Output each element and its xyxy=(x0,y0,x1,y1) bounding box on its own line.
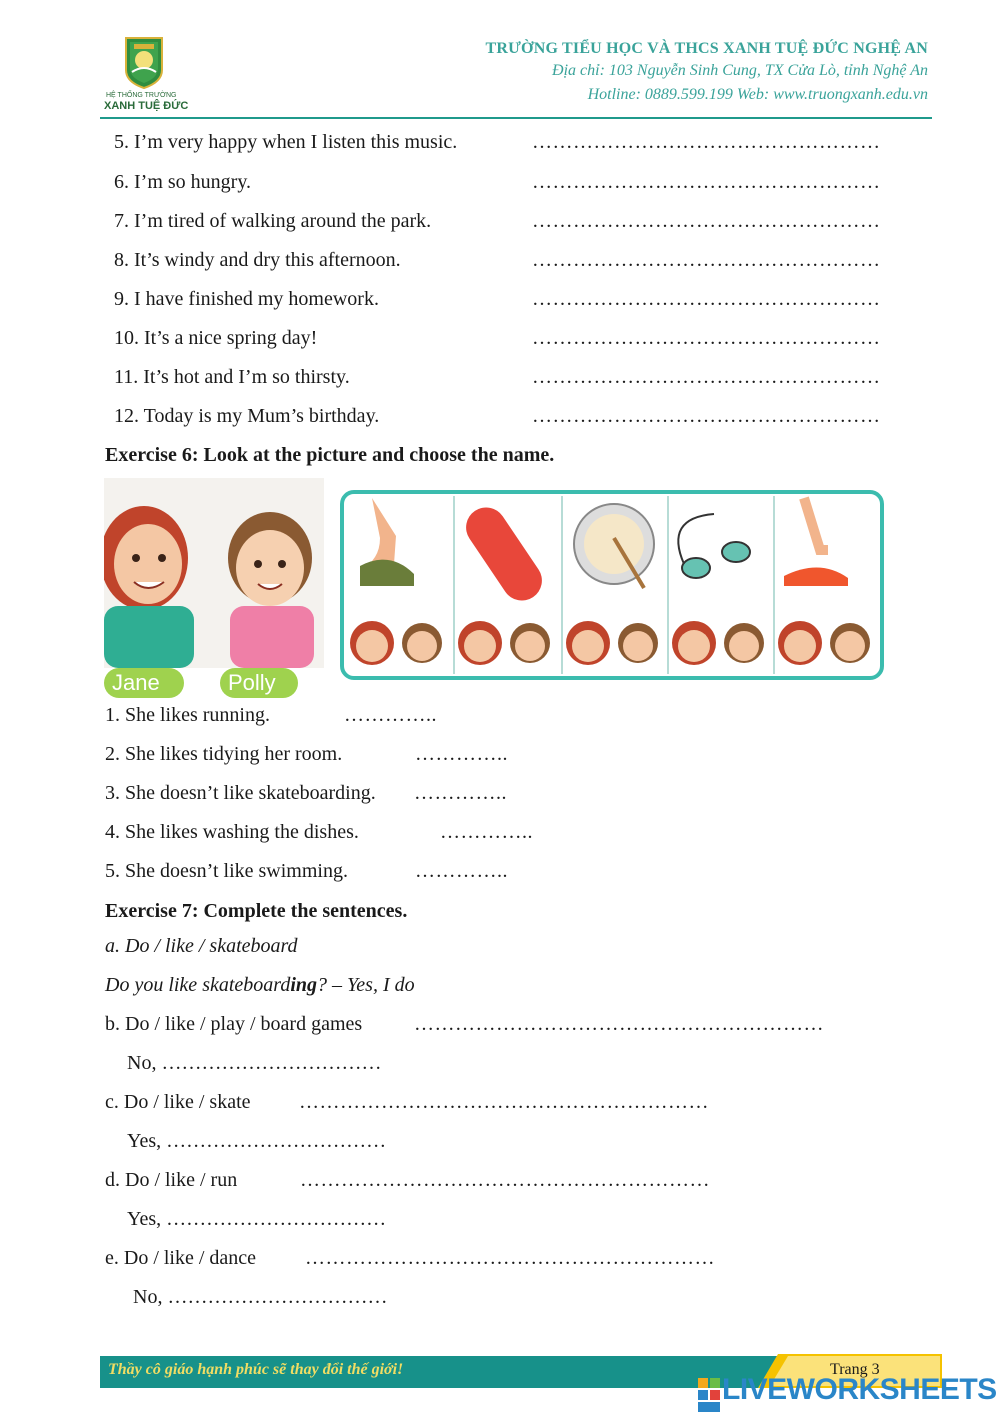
ex6-item: 3. She doesn’t like skateboarding. xyxy=(105,782,376,804)
ex7-prompt: d. Do / like / run xyxy=(105,1169,238,1191)
page-number: Trang 3 xyxy=(830,1361,880,1378)
ex6-answer-blank[interactable]: ………….. xyxy=(414,782,507,804)
ex5-answer-blank[interactable]: …………………………………………… xyxy=(532,327,881,349)
ex6-answer-blank[interactable]: ………….. xyxy=(440,821,533,843)
ex7-question-blank[interactable]: …………………………………………………… xyxy=(300,1169,710,1191)
ex5-item: 7. I’m tired of walking around the park. xyxy=(114,210,432,232)
school-address: Địa chỉ: 103 Nguyễn Sinh Cung, TX Cửa Lò, tỉnh Nghệ An xyxy=(552,62,928,79)
ex5-answer-blank[interactable]: …………………………………………… xyxy=(532,405,881,427)
exercise6-picture xyxy=(104,478,884,700)
ex7-answer-blank[interactable]: No, …………………………… xyxy=(133,1286,388,1308)
ex7-prompt: e. Do / like / dance xyxy=(105,1247,257,1269)
ex6-item: 1. She likes running. xyxy=(105,704,270,726)
school-name: TRƯỜNG TIỂU HỌC VÀ THCS XANH TUỆ ĐỨC NGHỆ AN xyxy=(485,40,928,57)
ex7-question-blank[interactable]: …………………………………………………… xyxy=(299,1091,709,1113)
exercise7-title: Exercise 7: Complete the sentences. xyxy=(105,900,408,922)
example-answer-start: Do you like skateboard xyxy=(105,974,291,996)
jane-name-label: Jane xyxy=(112,670,160,695)
ex7-answer-blank[interactable]: No, …………………………… xyxy=(127,1052,382,1074)
ex7-answer-blank[interactable]: Yes, …………………………… xyxy=(127,1208,387,1230)
ex5-answer-blank[interactable]: …………………………………………… xyxy=(532,210,881,232)
ex5-answer-blank[interactable]: …………………………………………… xyxy=(532,171,881,193)
ex5-item: 12. Today is my Mum’s birthday. xyxy=(114,405,380,427)
ex5-answer-blank[interactable]: …………………………………………… xyxy=(532,131,881,153)
ex7-example-answer xyxy=(105,974,415,997)
ex6-item: 4. She likes washing the dishes. xyxy=(105,821,359,843)
ex5-item: 11. It’s hot and I’m so thirsty. xyxy=(114,366,350,388)
ex7-example-prompt: a. Do / like / skateboard xyxy=(105,935,298,957)
exercise6-title: Exercise 6: Look at the picture and choose the name. xyxy=(105,444,555,466)
ex5-item: 8. It’s windy and dry this afternoon. xyxy=(114,249,401,271)
ex5-item: 6. I’m so hungry. xyxy=(114,171,252,193)
liveworksheets-logo-icon xyxy=(698,1378,720,1412)
header-divider xyxy=(100,117,932,119)
school-hotline: Hotline: 0889.599.199 Web: www.truongxanh.edu.vn xyxy=(587,86,928,103)
footer-motto: Thầy cô giáo hạnh phúc sẽ thay đổi thế giới! xyxy=(108,1361,404,1378)
example-answer-suffix: ing xyxy=(290,974,318,996)
ex6-item: 5. She doesn’t like swimming. xyxy=(105,860,348,882)
ex5-item: 9. I have finished my homework. xyxy=(114,288,379,310)
jane-figure xyxy=(104,506,194,668)
ex7-question-blank[interactable]: …………………………………………………… xyxy=(414,1013,824,1035)
ex7-prompt: c. Do / like / skate xyxy=(105,1091,251,1113)
ex5-answer-blank[interactable]: …………………………………………… xyxy=(532,288,881,310)
ex7-prompt: b. Do / like / play / board games xyxy=(105,1013,363,1035)
polly-name-label: Polly xyxy=(228,670,276,695)
ex5-item: 10. It’s a nice spring day! xyxy=(114,327,318,349)
ex6-answer-blank[interactable]: ………….. xyxy=(415,743,508,765)
ex7-question-blank[interactable]: …………………………………………………… xyxy=(305,1247,715,1269)
ex6-answer-blank[interactable]: ………….. xyxy=(415,860,508,882)
ex5-answer-blank[interactable]: …………………………………………… xyxy=(532,249,881,271)
ex6-answer-blank[interactable]: ………….. xyxy=(344,704,437,726)
ex6-item: 2. She likes tidying her room. xyxy=(105,743,343,765)
ex5-item: 5. I’m very happy when I listen this music. xyxy=(114,131,458,153)
example-answer-end: ? – Yes, I do xyxy=(317,974,415,996)
liveworksheets-watermark: LIVEWORKSHEETS xyxy=(722,1373,997,1406)
ex7-answer-blank[interactable]: Yes, …………………………… xyxy=(127,1130,387,1152)
logo-caption-2: XANH TUỆ ĐỨC xyxy=(104,100,189,112)
ex5-answer-blank[interactable]: …………………………………………… xyxy=(532,366,881,388)
logo-caption-1: HỆ THỐNG TRƯỜNG xyxy=(106,92,177,99)
